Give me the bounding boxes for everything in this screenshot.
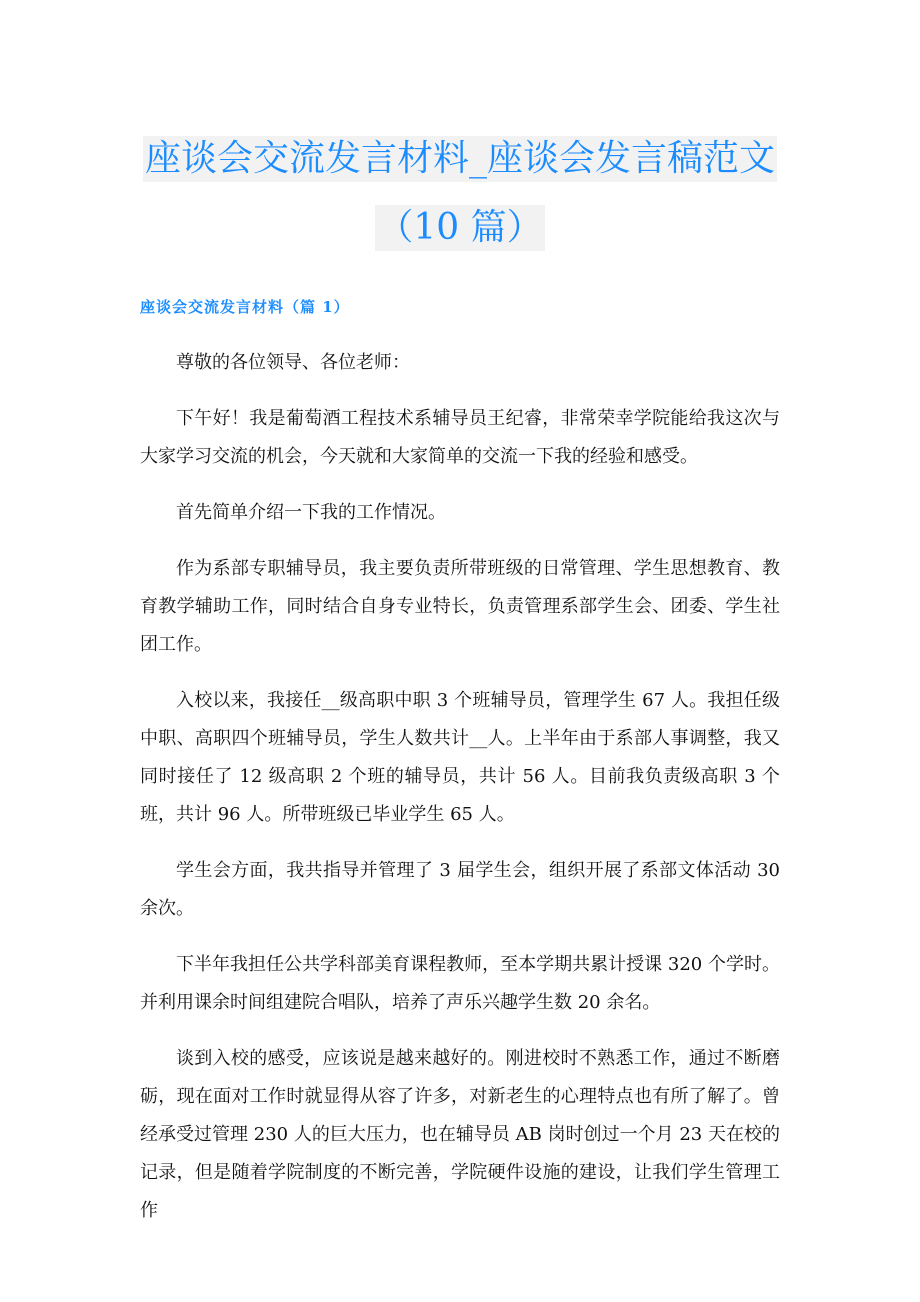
document-title-count: （10 篇）: [375, 205, 544, 251]
document-body: [140, 344, 780, 1248]
paragraph: 谈到入校的感受，应该说是越来越好的。刚进校时不熟悉工作，通过不断磨砺，现在面对工作时就显得从容了许多，对新老生的心理特点也有所了解了。曾经承受过管理 230 人的巨大压力，也在辅导员 AB 岗时创过一个月 23 天在校的记录，但是随着学院制度的不断完善，学院硬件设施的建设，让我们学生管理工作: [140, 1048, 780, 1221]
paragraph: 学生会方面，我共指导并管理了 3 届学生会，组织开展了系部文体活动 30 余次。: [140, 860, 780, 919]
paragraph: 下午好！我是葡萄酒工程技术系辅导员王纪睿，非常荣幸学院能给我这次与大家学习交流的机会，今天就和大家简单的交流一下我的经验和感受。: [140, 408, 780, 467]
title-line-2-wrap: [0, 205, 920, 251]
paragraph: 下半年我担任公共学科部美育课程教师，至本学期共累计授课 320 个学时。并利用课余时间组建院合唱队，培养了声乐兴趣学生数 20 余名。: [140, 954, 780, 1013]
paragraph: 尊敬的各位领导、各位老师：: [176, 352, 410, 373]
paragraph: 首先简单介绍一下我的工作情况。: [176, 502, 446, 523]
paragraph: 入校以来，我接任__级高职中职 3 个班辅导员，管理学生 67 人。我担任级中职、高职四个班辅导员，学生人数共计__人。上半年由于系部人事调整，我又同时接任了 12 级高职 2 个班的辅导员，共计 56 人。目前我负责级高职 3 个班，共计 96 人。所带班级已毕业学生 65 人。: [140, 690, 780, 825]
document-title: 座谈会交流发言材料_座谈会发言稿范文: [143, 136, 777, 182]
title-line-1-wrap: [0, 136, 920, 182]
section-heading: 座谈会交流发言材料（篇 1）: [140, 298, 350, 316]
paragraph: 作为系部专职辅导员，我主要负责所带班级的日常管理、学生思想教育、教育教学辅助工作，同时结合自身专业特长，负责管理系部学生会、团委、学生社团工作。: [140, 558, 780, 655]
